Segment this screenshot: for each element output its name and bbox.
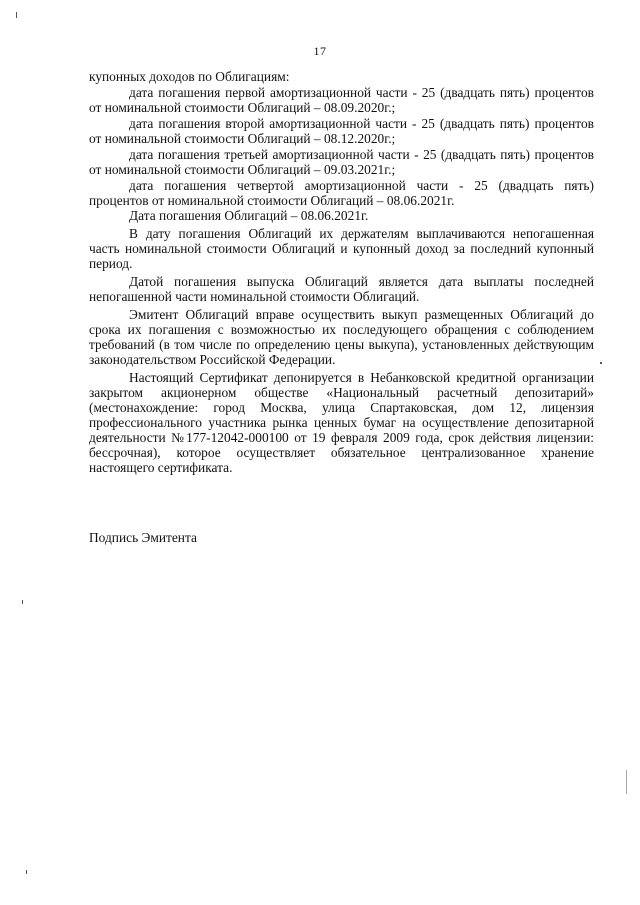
scan-speck bbox=[26, 870, 27, 874]
document-body bbox=[89, 69, 594, 475]
paragraph-depositary: Настоящий Сертификат депонируется в Небанковской кредитной организации закрытом акционерном обществе «Национальный расчетный депозитарий» (местонахождение: город Москва, улица Спартаковская, дом 12, лицензия профессионального участника рынка ценных бумаг на осуществление депозитарной деятельности №177-12042-000100 от 19 февраля 2009 года, срок действия лицензии: бессрочная), которое осуществляет обязательное централизованное хранение настоящего сертификата. bbox=[89, 370, 594, 475]
paragraph-amortization-1: дата погашения первой амортизационной части - 25 (двадцать пять) процентов от номинальной стоимости Облигаций – 08.09.2020г.; bbox=[89, 85, 594, 115]
page-number: 17 bbox=[313, 44, 327, 58]
scan-speck bbox=[626, 770, 627, 794]
paragraph-maturity-date: Дата погашения Облигаций – 08.06.2021г. bbox=[129, 208, 369, 223]
paragraph-buyback: Эмитент Облигаций вправе осуществить выкуп размещенных Облигаций до срока их погашения с возможностью их последующего обращения с соблюдением требований (в том числе по определению цены выкупа), установленных действующим законодательством Российской Федерации. bbox=[89, 307, 594, 367]
scan-speck bbox=[22, 600, 23, 604]
signature-label: Подпись Эмитента bbox=[89, 530, 197, 545]
scan-speck bbox=[16, 12, 17, 18]
paragraph-coupon-intro: купонных доходов по Облигациям: bbox=[89, 69, 290, 84]
paragraph-amortization-2: дата погашения второй амортизационной части - 25 (двадцать пять) процентов от номинальной стоимости Облигаций – 08.12.2020г.; bbox=[89, 116, 594, 146]
paragraph-amortization-4: дата погашения четвертой амортизационной части - 25 (двадцать пять) процентов от номинальной стоимости Облигаций – 08.06.2021г. bbox=[89, 178, 594, 208]
paragraph-maturity-payment: В дату погашения Облигаций их держателям выплачиваются непогашенная часть номинальной стоимости Облигаций и купонный доход за последний купонный период. bbox=[89, 226, 594, 271]
scan-speck bbox=[600, 362, 602, 364]
paragraph-amortization-3: дата погашения третьей амортизационной части - 25 (двадцать пять) процентов от номинальной стоимости Облигаций – 09.03.2021г.; bbox=[89, 147, 594, 177]
paragraph-issue-maturity: Датой погашения выпуска Облигаций является дата выплаты последней непогашенной части номинальной стоимости Облигаций. bbox=[89, 274, 594, 304]
